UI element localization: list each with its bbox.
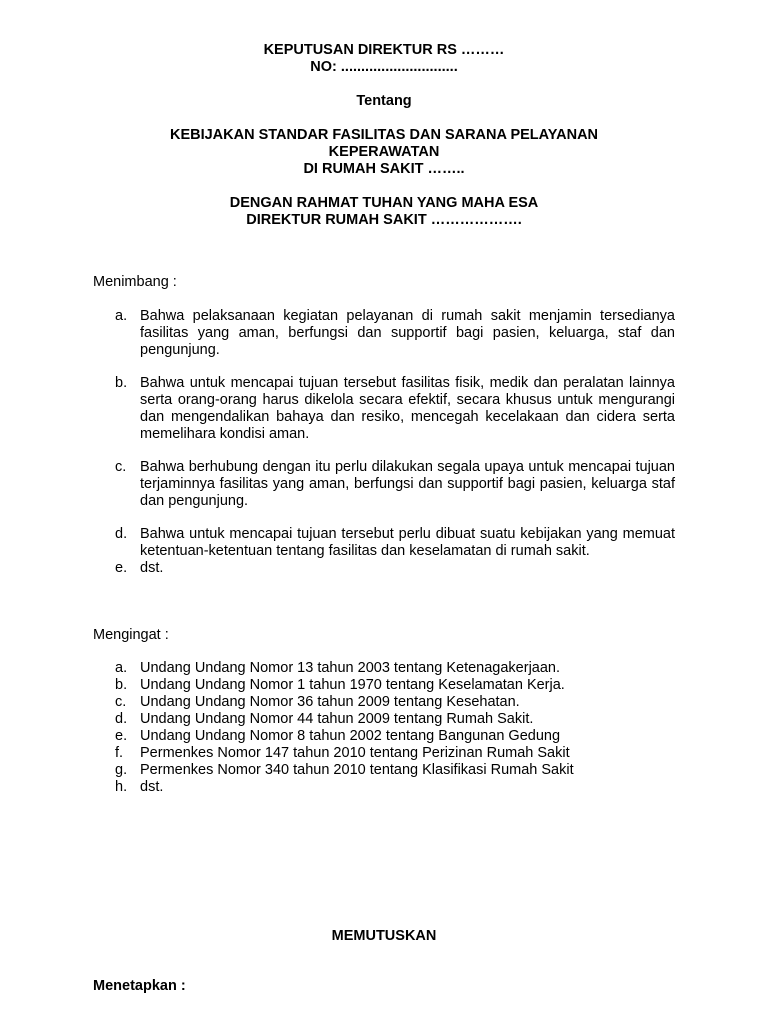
list-item — [93, 459, 675, 510]
list-marker: b. — [115, 677, 128, 693]
list-item — [93, 728, 675, 745]
subject-line-1: KEBIJAKAN STANDAR FASILITAS DAN SARANA PELAYANAN — [169, 127, 599, 143]
list-item-text: Bahwa berhubung dengan itu perlu dilakukan segala upaya untuk mencapai tujuan terjaminnya fasilitas yang aman, berfungsi dan supportif bagi pasien, keluarga staf dan pengunjung. — [140, 459, 675, 509]
list-item — [93, 745, 675, 762]
recalling-label: Mengingat : — [93, 627, 169, 643]
blessing-line: DENGAN RAHMAT TUHAN YANG MAHA ESA — [229, 195, 539, 211]
list-marker: a. — [115, 660, 128, 676]
list-item-text: dst. — [140, 779, 164, 795]
list-marker: c. — [115, 694, 127, 710]
decree-title: KEPUTUSAN DIREKTUR RS ……… — [263, 42, 505, 58]
list-item-text: Bahwa untuk mencapai tujuan tersebut fasilitas fisik, medik dan peralatan lainnya serta orang-orang harus dikelola secara efektif, secara khusus untuk mengurangi dan mengendalikan bahaya dan resiko, mencegah kecelakaan dan cidera serta memelihara kondisi aman. — [140, 375, 675, 442]
list-marker: c. — [115, 459, 127, 475]
considering-label: Menimbang : — [93, 274, 177, 290]
list-item — [93, 560, 675, 577]
list-item-text: Undang Undang Nomor 8 tahun 2002 tentang Bangunan Gedung — [140, 728, 561, 744]
list-marker: e. — [115, 728, 128, 744]
recalling-list — [93, 660, 675, 796]
about-label: Tentang — [356, 93, 412, 109]
determine-label: Menetapkan : — [93, 978, 186, 994]
list-item-text: Bahwa untuk mencapai tujuan tersebut perlu dibuat suatu kebijakan yang memuat ketentuan-ketentuan tentang fasilitas dan keselamatan di rumah sakit. — [140, 526, 675, 559]
list-item-text: Permenkes Nomor 340 tahun 2010 tentang Klasifikasi Rumah Sakit — [140, 762, 574, 778]
list-item — [93, 711, 675, 728]
list-item — [93, 308, 675, 359]
list-item-text: Undang Undang Nomor 44 tahun 2009 tentang Rumah Sakit. — [140, 711, 534, 727]
list-item-text: Bahwa pelaksanaan kegiatan pelayanan di rumah sakit menjamin tersedianya fasilitas yang aman, berfungsi dan supportif bagi pasien, keluarga, staf dan pengunjung. — [140, 308, 675, 358]
list-marker: b. — [115, 375, 128, 391]
list-item — [93, 779, 675, 796]
decree-number: NO: ............................. — [310, 59, 458, 75]
list-item-text: Undang Undang Nomor 1 tahun 1970 tentang Keselamatan Kerja. — [140, 677, 565, 693]
subject-line-3: DI RUMAH SAKIT …….. — [303, 161, 465, 177]
list-item — [93, 526, 675, 560]
list-item-text: Permenkes Nomor 147 tahun 2010 tentang Perizinan Rumah Sakit — [140, 745, 570, 761]
list-marker: a. — [115, 308, 128, 324]
list-marker: d. — [115, 526, 128, 542]
list-marker: h. — [115, 779, 128, 795]
director-line: DIREKTUR RUMAH SAKIT ………………. — [246, 212, 522, 228]
considering-list — [93, 308, 675, 577]
list-marker: f. — [115, 745, 124, 761]
list-marker: g. — [115, 762, 128, 778]
list-item — [93, 677, 675, 694]
subject-line-2: KEPERAWATAN — [328, 144, 440, 160]
list-item — [93, 375, 675, 443]
decision-title: MEMUTUSKAN — [331, 928, 437, 944]
list-item — [93, 660, 675, 677]
list-marker: e. — [115, 560, 128, 576]
list-item-text: Undang Undang Nomor 13 tahun 2003 tentang Ketenagakerjaan. — [140, 660, 561, 676]
list-item — [93, 694, 675, 711]
list-marker: d. — [115, 711, 128, 727]
list-item-text: Undang Undang Nomor 36 tahun 2009 tentang Kesehatan. — [140, 694, 520, 710]
list-item-text: dst. — [140, 560, 164, 576]
list-item — [93, 762, 675, 779]
